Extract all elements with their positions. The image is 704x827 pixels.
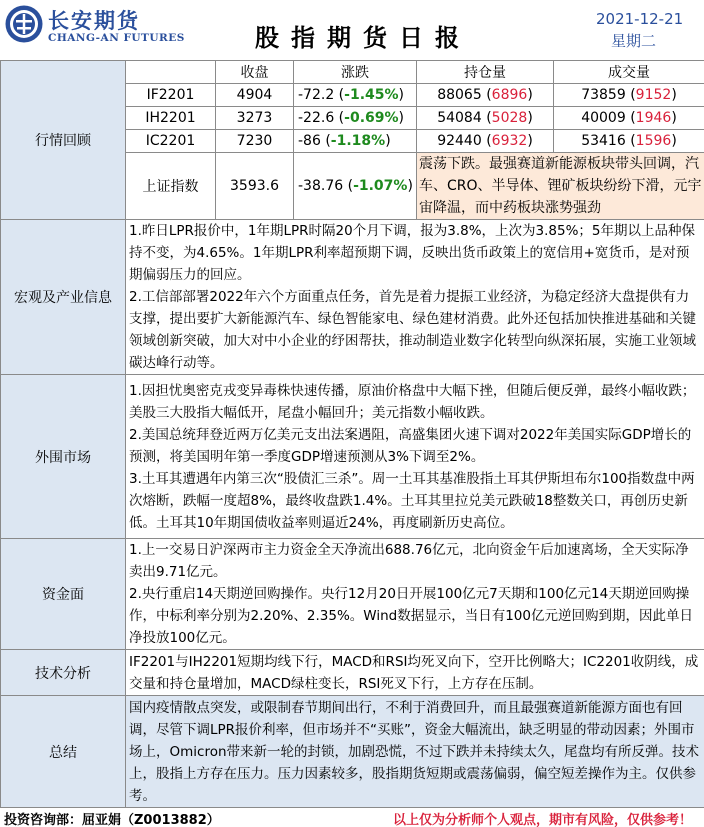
index-change-pct: -1.07% [353, 178, 408, 194]
risk-disclaimer: 以上仅为分析师个人观点，期市有风险，仅供参考！ [392, 813, 692, 827]
analyst-info: 投资咨询部：屈亚娟（Z0013882） [4, 813, 220, 827]
volume-change: 9152 [635, 87, 672, 103]
summary-content: 国内疫情散点突发，或限制春节期间出行，不利于消费回升，而且最强赛道新能源方面也有回调，尽管下调LPR报价利率，但市场并不“买账”，资金大幅流出，缺乏明显的带动因素；外围市场上，Omicron带来新一轮的封锁，加剧恐慌，不过下跌并未持续太久，尾盘均有所反弹。技术上，股指上方存在压力。压力因素较多，股指期货短期或震荡偏弱，偏空短差操作为主。仅供参考。 [126, 696, 704, 808]
index-comment: 震荡下跌。最强赛道新能源板块带头回调，汽车、CRO、半导体、锂矿板块纷纷下滑，元宇宙降温，而中药板块涨势强劲 [417, 153, 704, 220]
technical-row [1, 650, 704, 696]
report-date: 2021-12-21 [596, 10, 684, 28]
col-open-interest: 持仓量 [417, 61, 554, 84]
volume-change: 1946 [635, 110, 672, 126]
report-header [0, 0, 704, 62]
contract-name: IH2201 [126, 107, 216, 130]
technical-content: IF2201与IH2201短期均线下行，MACD和RSI均死叉向下，空开比例略大；IC2201收阴线，成交量和持仓量增加，MACD绿柱变长，RSI死叉下行，上方存在压制。 [126, 650, 704, 696]
section-summary: 总结 [1, 696, 126, 808]
oi-change: 5028 [491, 110, 528, 126]
external-row [1, 375, 704, 539]
oi-value: 54084 (5028) [417, 107, 554, 130]
col-close: 收盘 [216, 61, 294, 84]
contract-name: IC2201 [126, 130, 216, 153]
report-table [0, 60, 704, 808]
oi-value: 92440 (6932) [417, 130, 554, 153]
macro-row [1, 220, 704, 375]
section-technical: 技术分析 [1, 650, 126, 696]
funds-paragraph: 2.央行重启14天期逆回购操作。央行12月20日开展100亿元7天期和100亿元14天期逆回购操作，中标利率分别为2.20%、2.35%。Wind数据显示，当日有100亿元逆回购到期，因此单日净投放100亿元。 [129, 586, 693, 646]
summary-row [1, 696, 704, 808]
macro-content [126, 220, 704, 375]
volume-value: 73859 (9152) [554, 84, 704, 107]
col-volume: 成交量 [554, 61, 704, 84]
section-macro: 宏观及产业信息 [1, 220, 126, 375]
macro-paragraph: 1.昨日LPR报价中，1年期LPR时隔20个月下调，报为3.8%，上次为3.85%；5年期以上品种保持不变，为4.65%。1年期LPR利率超预期下调，反映出货币政策上的宽信用+宽货币，是对预期偏弱压力的回应。 [129, 223, 696, 283]
external-paragraph: 2.美国总统拜登近两万亿美元支出法案遇阻，高盛集团火速下调对2022年美国实际GDP增长的预测，将美国明年第一季度GDP增速预测从3%下调至2%。 [129, 426, 692, 465]
oi-change: 6896 [491, 87, 528, 103]
funds-paragraph: 1.上一交易日沪深两市主力资金全天净流出688.76亿元，北向资金午后加速离场，全天实际净卖出9.71亿元。 [129, 542, 689, 580]
funds-row [1, 539, 704, 650]
index-close: 3593.6 [216, 153, 294, 220]
section-funds: 资金面 [1, 539, 126, 650]
report-footer [0, 807, 704, 827]
external-paragraph: 1.因担忧奥密克戎变异毒株快速传播，原油价格盘中大幅下挫，但随后便反弹，最终小幅收跌；美股三大股指大幅低开，尾盘小幅回升；美元指数小幅收跌。 [129, 382, 696, 421]
change-pct: -1.45% [344, 87, 399, 103]
change-value: -22.6 (-0.69%) [294, 107, 417, 130]
external-paragraph: 3.土耳其遭遇年内第三次“股债汇三杀”。周一土耳其基准股指土耳其伊斯坦布尔100指数盘中两次熔断，跌幅一度超8%，最终收盘跌1.4%。土耳其里拉兑美元跌破18整数关口，再创历史新低。土耳其10年期国债收益率则逼近24%，再度刷新历史高位。 [129, 470, 695, 531]
market-header-blank [126, 61, 216, 84]
external-content [126, 375, 704, 539]
logo-chinese-name: 长安期货 [48, 9, 140, 33]
index-change: -38.76 (-1.07%) [294, 153, 417, 220]
logo-english-name: CHANG-AN FUTURES [48, 32, 185, 44]
contract-name: IF2201 [126, 84, 216, 107]
section-market-review: 行情回顾 [1, 61, 126, 220]
change-pct: -1.18% [330, 133, 386, 149]
change-value: -86 (-1.18%) [294, 130, 417, 153]
index-name: 上证指数 [126, 153, 216, 220]
oi-value: 88065 (6896) [417, 84, 554, 107]
close-value: 7230 [216, 130, 294, 153]
report-title: 股指期货日报 [255, 24, 471, 52]
volume-value: 40009 (1946) [554, 107, 704, 130]
macro-paragraph: 2.工信部部署2022年六个方面重点任务，首先是着力提振工业经济，为稳定经济大盘提供有力支撑，提出要扩大新能源汽车、绿色智能家电、绿色建材消费。此外还包括加快推进基础和关键领域创新突破，加大对中小企业的纾困帮扶，推动制造业数字化转型向纵深拓展，实施工业领域碳达峰行动等。 [129, 289, 696, 371]
section-external: 外围市场 [1, 375, 126, 539]
volume-change: 1596 [635, 133, 672, 149]
change-pct: -0.69% [344, 110, 399, 126]
close-value: 3273 [216, 107, 294, 130]
change-value: -72.2 (-1.45%) [294, 84, 417, 107]
volume-value: 53416 (1596) [554, 130, 704, 153]
oi-change: 6932 [491, 133, 528, 149]
close-value: 4904 [216, 84, 294, 107]
report-weekday: 星期二 [611, 32, 657, 50]
funds-content [126, 539, 704, 650]
company-logo-icon [4, 4, 44, 44]
col-change: 涨跌 [294, 61, 417, 84]
market-header-row [1, 61, 704, 84]
